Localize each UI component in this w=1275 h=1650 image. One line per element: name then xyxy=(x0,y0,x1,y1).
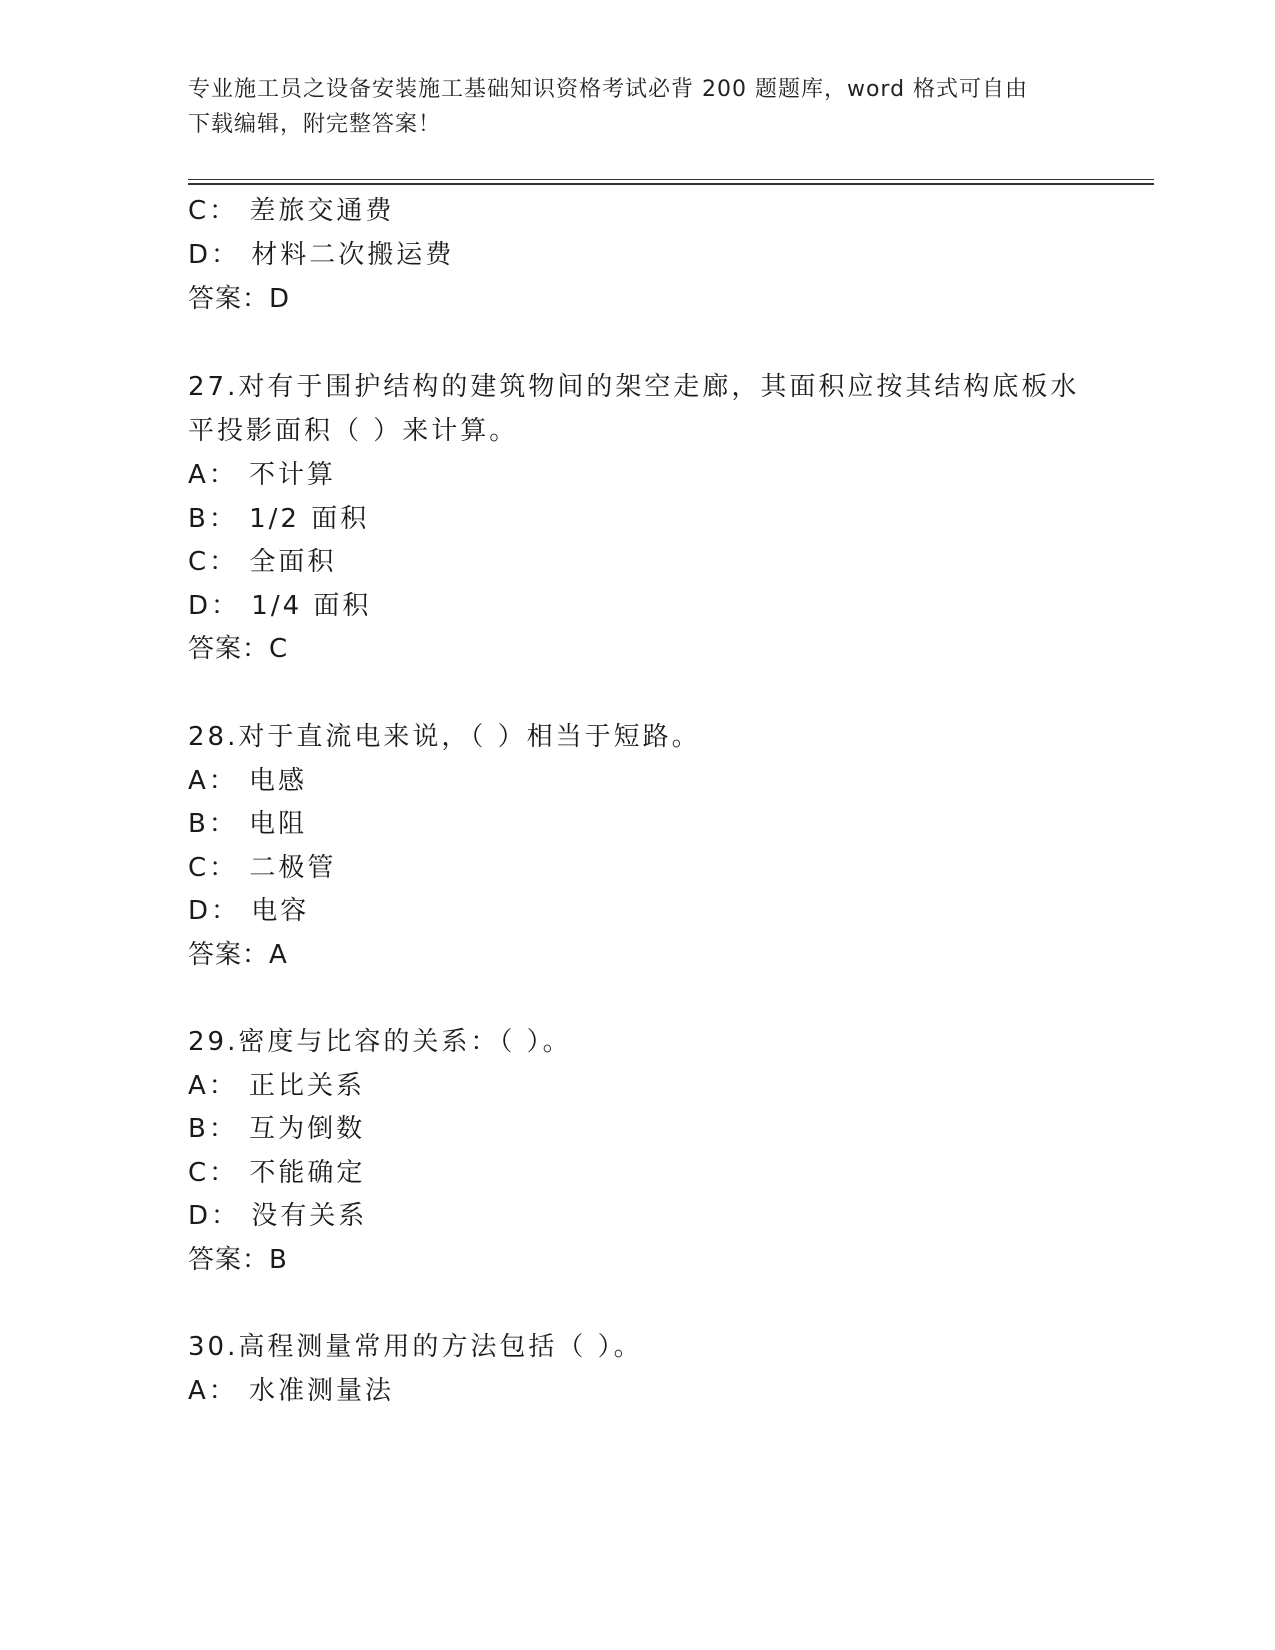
header-line-1: 专业施工员之设备安装施工基础知识资格考试必背 200 题题库，word 格式可自由 xyxy=(188,77,1029,102)
header-divider-thick xyxy=(188,183,1154,185)
q28-stem: 28.对于直流电来说，（ ）相当于短路。 xyxy=(188,722,701,752)
prev-answer: 答案：D xyxy=(188,284,291,314)
q30-stem: 30.高程测量常用的方法包括（ ）。 xyxy=(188,1332,643,1362)
document-header xyxy=(188,72,1088,142)
header-divider-thin xyxy=(188,179,1154,180)
q29-stem: 29.密度与比容的关系：（ ）。 xyxy=(188,1027,572,1057)
q27-option-a: A： 不计算 xyxy=(188,460,337,490)
q29-answer: 答案：B xyxy=(188,1245,288,1275)
q27-option-c: C： 全面积 xyxy=(188,547,337,577)
q27-option-d: D： 1/4 面积 xyxy=(188,591,372,621)
q29-option-a: A： 正比关系 xyxy=(188,1071,366,1101)
prev-option-c: C： 差旅交通费 xyxy=(188,196,395,226)
q29-option-b: B： 互为倒数 xyxy=(188,1114,366,1144)
q29-option-d: D： 没有关系 xyxy=(188,1201,368,1231)
q30-option-a: A： 水准测量法 xyxy=(188,1376,395,1406)
prev-option-d: D： 材料二次搬运费 xyxy=(188,240,455,270)
q28-option-a: A： 电感 xyxy=(188,766,308,796)
q27-answer: 答案：C xyxy=(188,634,289,664)
q28-option-c: C： 二极管 xyxy=(188,853,337,883)
q27-stem-line-2: 平投影面积（ ）来计算。 xyxy=(188,416,519,446)
q28-option-d: D： 电容 xyxy=(188,896,310,926)
q27-stem-line-1: 27.对有于围护结构的建筑物间的架空走廊，其面积应按其结构底板水 xyxy=(188,372,1080,402)
header-line-2: 下载编辑，附完整答案！ xyxy=(188,112,442,137)
q28-option-b: B： 电阻 xyxy=(188,809,308,839)
q27-option-b: B： 1/2 面积 xyxy=(188,504,370,534)
q28-answer: 答案：A xyxy=(188,940,288,970)
q29-option-c: C： 不能确定 xyxy=(188,1158,366,1188)
